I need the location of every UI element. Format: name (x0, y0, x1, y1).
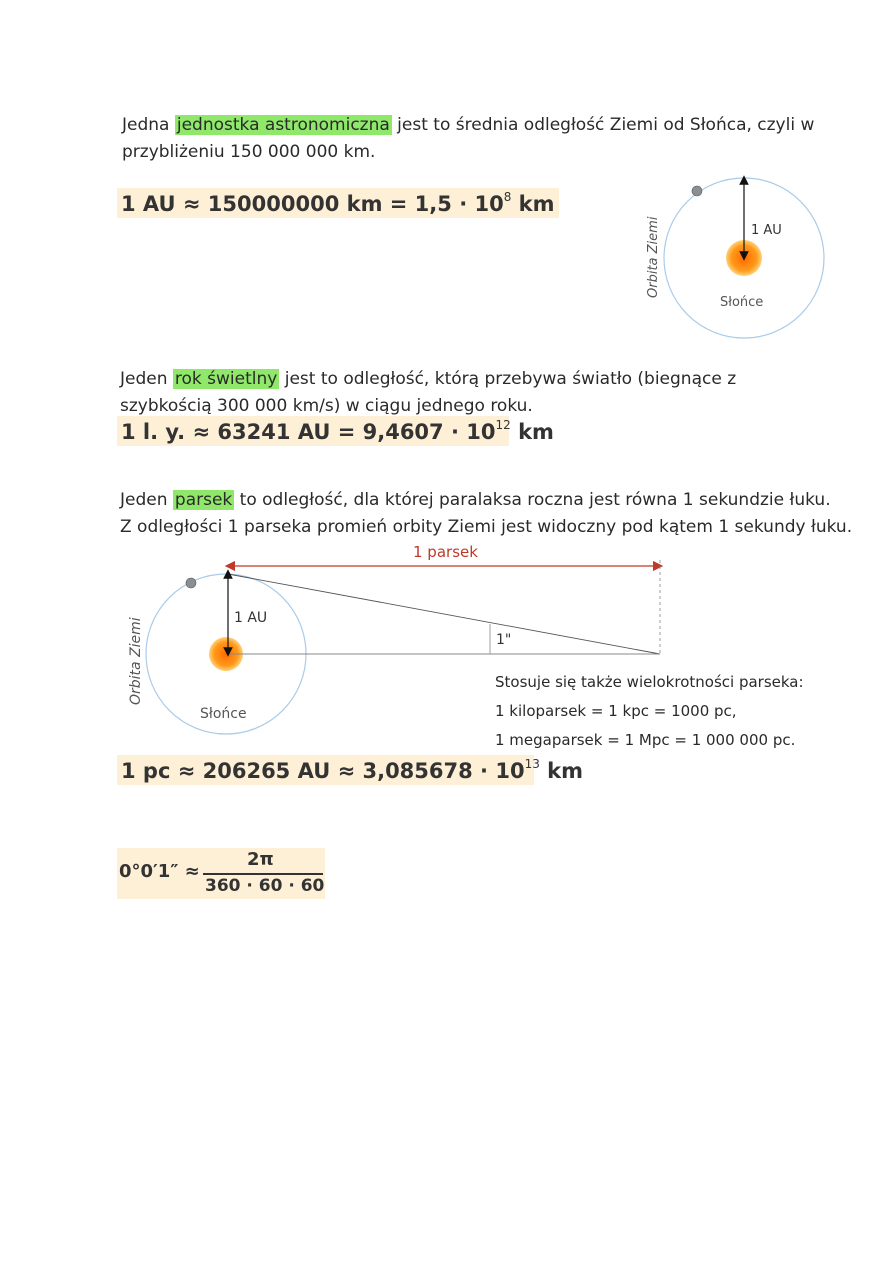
au-orbit-diagram (640, 170, 840, 350)
fraction-bar (203, 873, 323, 875)
angle-label: 1" (496, 632, 512, 648)
earth-icon (692, 186, 702, 196)
arcsec-formula (117, 848, 325, 899)
sun-label: Słońce (720, 295, 764, 310)
orbit-label: Orbita Ziemi (128, 617, 144, 705)
orbit-label: Orbita Ziemi (646, 216, 661, 298)
au-definition: Jedna jednostka astronomiczna jest to średnia odległość Ziemi od Słońca, czyli w przybliżeniu 150 000 000 km. (122, 115, 815, 162)
sun-label: Słońce (200, 706, 247, 722)
ly-formula: 1 l. y. ≈ 63241 AU = $9,4607 \cdot 10^{12}$ km (117, 416, 509, 446)
au-label: 1 AU (234, 610, 268, 626)
multiples-kpc: 1 kiloparsek = 1 kpc = 1000 pc, (495, 702, 737, 720)
multiples-mpc: 1 megaparsek = 1 Mpc = 1 000 000 pc. (495, 731, 796, 749)
arcsec-numerator: 2π (247, 849, 274, 870)
ly-term-highlight: rok świetlny (174, 369, 278, 389)
parsec-label: 1 parsek (413, 543, 478, 561)
pc-term-highlight: parsek (174, 490, 233, 510)
pc-formula: 1 pc ≈ 206265 AU ≈ $3,085678 \cdot 10^{13}$ km (117, 755, 534, 785)
arcsec-denominator: 360 · 60 · 60 (205, 876, 325, 896)
au-term-highlight: jednostka astronomiczna (176, 115, 390, 135)
pc-definition-line1: Jeden parsek to odległość, dla której paralaksa roczna jest równa 1 sekundzie łuku. (120, 490, 831, 510)
au-formula: 1 AU ≈ 150000000 km = $1,5 \cdot 10^8$ km (117, 188, 559, 218)
ly-definition: Jeden rok świetlny jest to odległość, którą przebywa światło (biegnące z szybkością 300 000 km/s) w ciągu jednego roku. (120, 369, 737, 416)
earth-icon (186, 578, 196, 588)
sight-line (228, 574, 660, 654)
parsec-multiples (495, 668, 835, 755)
au-label: 1 AU (751, 223, 782, 238)
pc-definition-line2: Z odległości 1 parseka promień orbity Ziemi jest widoczny pod kątem 1 sekundy łuku. (120, 517, 853, 537)
arcsec-lhs: 0°0′1″ ≈ (119, 861, 200, 882)
multiples-intro: Stosuje się także wielokrotności parseka: (495, 673, 804, 691)
